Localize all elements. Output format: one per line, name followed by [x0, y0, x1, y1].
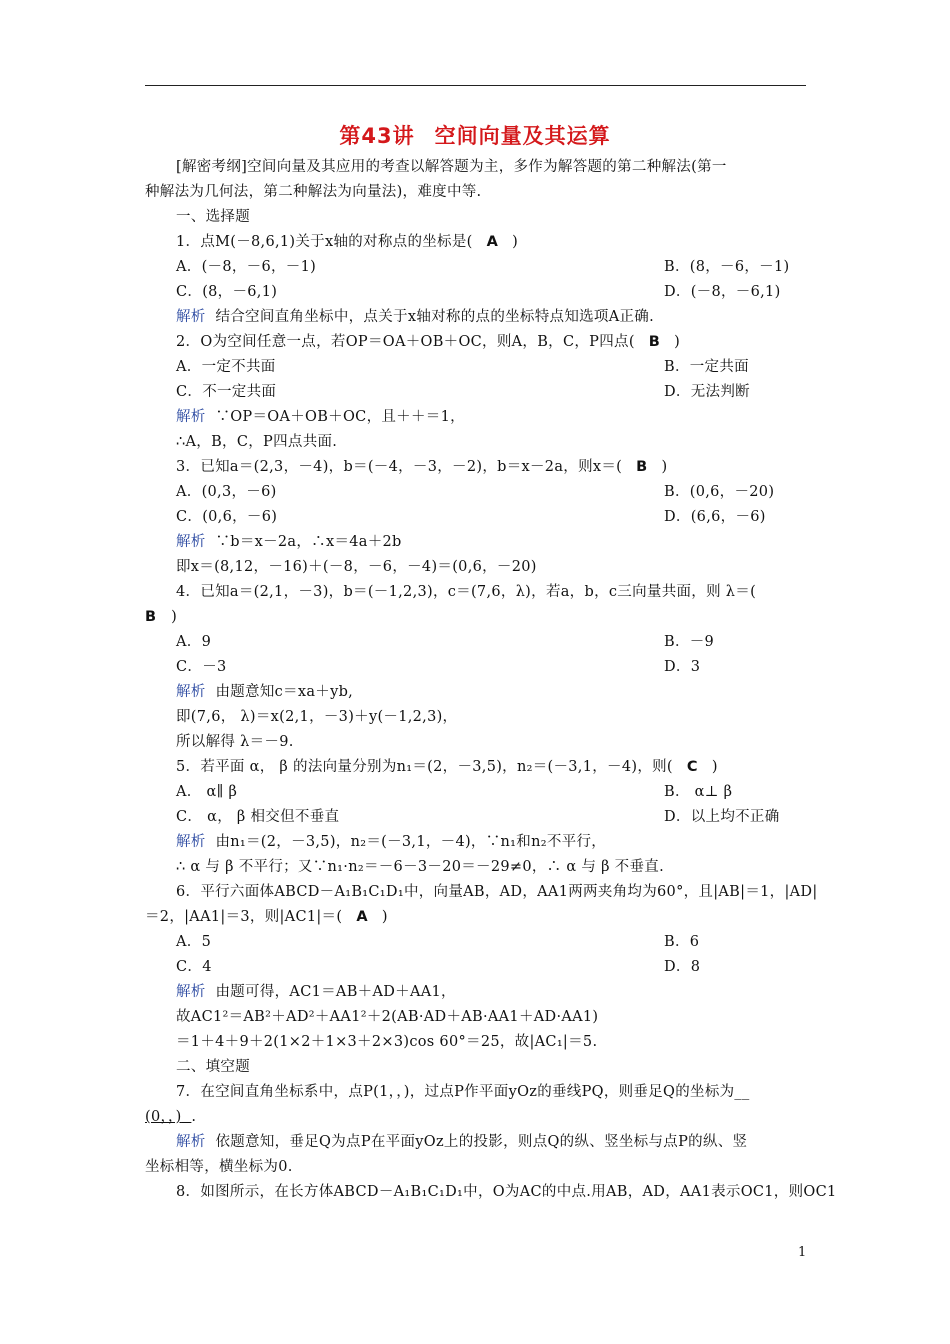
question-6-options-cd [176, 957, 701, 977]
question-1-options-cd [176, 282, 781, 302]
question-4-stem-line-2 [145, 607, 177, 627]
question-1-options-ab [176, 257, 790, 277]
option-c: C．不一定共面 [176, 384, 277, 400]
question-7-answer: (0，，) [145, 1109, 182, 1125]
solution-text: 依题意知，垂足Q为点P在平面yOz上的投影，则点Q的纵、竖坐标与点P的纵、竖 [215, 1134, 748, 1150]
question-5-stem [176, 757, 718, 777]
question-2-text: 2．O为空间任意一点，若OP＝OA＋OB＋OC，则A，B，C，P四点( [176, 334, 635, 350]
question-6-stem-line-2 [145, 907, 388, 927]
question-2-solution-line-2: ∴A，B，C，P四点共面. [176, 434, 338, 450]
option-d: D．(－8，－6,1) [664, 284, 781, 300]
option-a: A． α∥ β [176, 784, 238, 800]
question-2-options-cd [176, 382, 750, 402]
question-3-stem [176, 457, 667, 477]
question-5-answer: C [686, 759, 698, 775]
question-6-solution-line-2: 故AC1²＝AB²＋AD²＋AA1²＋2(AB·AD＋AB·AA1＋AD·AA1) [176, 1009, 599, 1025]
question-3-answer: B [636, 459, 648, 475]
question-7-solution [176, 1132, 747, 1152]
question-6-answer: A [356, 909, 368, 925]
question-7-close: . [191, 1109, 197, 1125]
question-4-options-cd [176, 657, 701, 677]
option-d: D．8 [664, 959, 701, 975]
question-5-text: 5．若平面 α， β 的法向量分别为n₁＝(2，－3,5)，n₂＝(－3,1，－4)，则( [176, 759, 673, 775]
question-5-options-cd [176, 807, 780, 827]
option-c: C．4 [176, 959, 212, 975]
question-2-close: ) [674, 334, 681, 350]
solution-text: 由n₁＝(2，－3,5)，n₂＝(－3,1，－4)，∵n₁和n₂不平行， [215, 834, 607, 850]
solution-label: 解析 [176, 984, 206, 1000]
question-4-solution [176, 682, 353, 702]
option-b: B． α⊥ β [664, 784, 733, 800]
solution-text: 由题可得，AC1＝AB＋AD＋AA1， [215, 984, 456, 1000]
solution-text: 由题意知c＝xa＋yb, [215, 684, 354, 700]
solution-label: 解析 [176, 409, 206, 425]
option-b: B．一定共面 [664, 359, 749, 375]
question-7-stem-line-2 [145, 1107, 196, 1127]
solution-label: 解析 [176, 534, 206, 550]
question-6-text: ＝2，|AA1|＝3，则|AC1|＝( [145, 909, 343, 925]
option-b: B．6 [664, 934, 700, 950]
question-2-solution [176, 407, 465, 427]
question-5-close: ) [711, 759, 718, 775]
question-4-close: ) [171, 609, 178, 625]
question-4-options-ab [176, 632, 715, 652]
solution-label: 解析 [176, 834, 206, 850]
question-1-solution [176, 307, 654, 327]
question-4-solution-line-3: 所以解得 λ＝－9. [176, 734, 294, 750]
page-number: 1 [798, 1245, 807, 1260]
option-a: A．5 [176, 934, 212, 950]
question-3-solution-line-2: 即x＝(8,12，－16)＋(－8，－6，－4)＝(0,6，－20) [176, 559, 537, 575]
question-3-text: 3．已知a＝(2,3，－4)，b＝(－4，－3，－2)，b＝x－2a，则x＝( [176, 459, 623, 475]
question-2-answer: B [648, 334, 661, 350]
question-3-close: ) [661, 459, 668, 475]
question-6-stem: 6．平行六面体ABCD－A₁B₁C₁D₁中，向量AB，AD，AA1两两夹角均为60°，且|AB|＝1，|AD| [176, 884, 818, 900]
solution-text: ∵OP＝OA＋OB＋OC，且＋＋＝1， [215, 409, 465, 425]
intro-line-2: 种解法为几何法，第二种解法为向量法)，难度中等. [145, 184, 482, 200]
question-6-close: ) [381, 909, 388, 925]
solution-label: 解析 [176, 684, 206, 700]
question-3-options-ab [176, 482, 775, 502]
section-heading-fill: 二、填空题 [176, 1059, 250, 1075]
question-1-close: ) [512, 234, 519, 250]
question-8-stem: 8．如图所示，在长方体ABCD－A₁B₁C₁D₁中，O为AC的中点.用AB，AD，AA1表示OC1，则OC1 [176, 1184, 837, 1200]
question-3-solution [176, 532, 402, 552]
question-1-text: 1．点M(－8,6,1)关于x轴的对称点的坐标是( [176, 234, 473, 250]
question-4-answer: B [145, 609, 157, 625]
question-2-options-ab [176, 357, 749, 377]
question-4-stem: 4．已知a＝(2,1，－3)，b＝(－1,2,3)，c＝(7,6，λ)，若a，b，c三向量共面，则 λ＝( [176, 584, 757, 600]
lesson-number: 第43讲 [339, 124, 415, 148]
question-4-solution-line-2: 即(7,6， λ)＝x(2,1，－3)＋y(－1,2,3)， [176, 709, 458, 725]
option-d: D．3 [664, 659, 701, 675]
solution-text: 结合空间直角坐标中，点关于x轴对称的点的坐标特点知选项A正确. [215, 309, 654, 325]
question-5-solution-line-2: ∴ α 与 β 不平行；又∵n₁·n₂＝－6－3－20＝－29≠0，∴ α 与 β 不垂直. [176, 859, 664, 875]
header-rule [145, 85, 806, 86]
question-6-solution-line-3: ＝1＋4＋9＋2(1×2＋1×3＋2×3)cos 60°＝25，故|AC₁|＝5. [176, 1034, 598, 1050]
lesson-topic: 空间向量及其运算 [434, 124, 611, 148]
question-1-answer: A [486, 234, 499, 250]
intro-line-1: [解密考纲]空间向量及其应用的考查以解答题为主，多作为解答题的第二种解法(第一 [176, 159, 727, 175]
section-heading-choice: 一、选择题 [176, 209, 250, 225]
option-c: C．(0,6，－6) [176, 509, 278, 525]
option-b: B．(8，－6，－1) [664, 259, 790, 275]
option-a: A．一定不共面 [176, 359, 276, 375]
solution-label: 解析 [176, 1134, 206, 1150]
question-2-stem [176, 332, 680, 352]
question-5-options-ab [176, 782, 733, 802]
question-1-stem [176, 232, 518, 252]
page-title [0, 120, 950, 150]
question-6-options-ab [176, 932, 700, 952]
option-d: D．(6,6，－6) [664, 509, 766, 525]
question-7-solution-line-2: 坐标相等，横坐标为0. [145, 1159, 293, 1175]
option-a: A．(－8，－6，－1) [176, 259, 317, 275]
option-a: A．9 [176, 634, 212, 650]
option-c: C．(8，－6,1) [176, 284, 278, 300]
solution-label: 解析 [176, 309, 206, 325]
question-6-solution [176, 982, 456, 1002]
option-b: B．－9 [664, 634, 715, 650]
option-b: B．(0,6，－20) [664, 484, 775, 500]
option-d: D．无法判断 [664, 384, 750, 400]
question-7-stem: 7．在空间直角坐标系中，点P(1，，)，过点P作平面yOz的垂线PQ，则垂足Q的坐标为__ [176, 1084, 750, 1100]
question-5-solution [176, 832, 606, 852]
option-a: A．(0,3，－6) [176, 484, 277, 500]
option-c: C．－3 [176, 659, 227, 675]
question-3-options-cd [176, 507, 766, 527]
option-d: D．以上均不正确 [664, 809, 780, 825]
option-c: C． α， β 相交但不垂直 [176, 809, 340, 825]
solution-text: ∵b＝x－2a，∴x＝4a＋2b [215, 534, 402, 550]
